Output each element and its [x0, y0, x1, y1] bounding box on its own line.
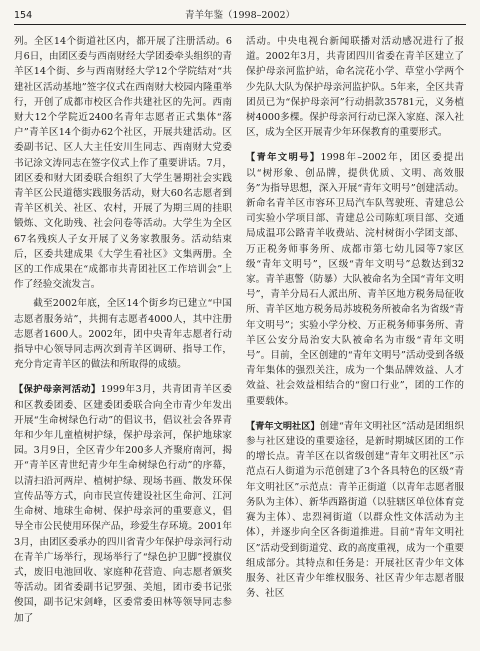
paragraph-text: 1998年–2002年，团区委提出以“树形象、创品牌，提供优质、文明、高效服务”为指导思想，深入开展“青年文明号”创建活动。新命名青羊区市容环卫局汽车队驾驶班、青建总公司实验小学项目部、青建总公司陈虹项目部、交通局成温邛公路青羊收费站、浣村树街小学团支部、万正税务师事务所、成都市第七幼儿园等7家区级“青年文明号”，区级“青年文明号”总数达到32家。青羊惠警（防暴）大队被命名为全国“青年文明号”，青羊分局石人派出所、青羊区地方税务局征收所、青羊区地方税务局苏坡税务所被命名为省级“青年文明号”；实验小学分校、万正税务师事务所、青羊区公安分局治安大队被命名为市级“青年文明号”。目前，全区创建的“青年文明号”活动受到各级青年集体的强烈关注，成为一个集品牌效益、人才效益、社会效益相结合的“窗口行业”，团的工作的重要载体。	[246, 152, 464, 407]
section-paragraph	[14, 382, 232, 625]
section-heading: 【青年文明社区】	[246, 420, 320, 432]
paragraph: 列。全区14个街道社区内，都开展了注册活动。6月6日，由团区委与西南财经大学团委牵头组织的青羊区14个街、乡与西南财经大学12个学院结对“共建社区活动基地”签字仪式在西南财大校园内隆重举行，开创了成都市校区合作共建社区的先河。西南财大12个学院近2400名青年志愿者正式集体“落户”青羊区14个街办62个社区，开展共建活动。区委副书记、区人大主任安川生同志、西南财大党委书记涂文涛同志在签字仪式上作了重要讲话。7月，团区委和财大团委联合组织了大学生暑期社会实践青羊区公民道德实践服务活动，财大60名志愿者到青羊区机关、社区、农村，开展了为期三周的挂职锻炼、文化助残、社会问卷等活动。大学生为全区67名残疾人子女开展了义务家教服务。活动结束后，区委共建成果《大学生看社区》文集两册。全区的工作成果在“成都市共青团社区工作培训会”上作了经验交流发言。	[14, 36, 232, 291]
running-title: 青羊年鉴（1998–2002）	[184, 10, 296, 21]
section-paragraph	[246, 150, 464, 408]
left-column	[14, 34, 232, 645]
section-heading: 【青年文明号】	[246, 152, 321, 164]
page-number: 154	[14, 10, 33, 21]
paragraph: 活动。中央电视台新闻联播对活动感况进行了报道。2002年3月，共青团四川省委在青羊区建立了保护母亲河监护站，命名浣花小学、草堂小学两个少先队大队为保护母亲河监护队。5年来，全区共青团员已为“保护母亲河”行动捐款35781元，义务植树4000多棵。保护母亲河行动已深入家庭、深入社区，成为全区开展青少年环保教育的重要形式。	[246, 36, 464, 139]
page-header	[14, 8, 466, 25]
paragraph-text: 1999年3月，共青团青羊区委和区教委团委、区建委团委联合向全市青少年发出开展“生命树绿色行动”的倡议书，倡议社会各界青年和少年儿童植树护绿，保护母亲河，保护地球家园。3月9日，全区青少年200多人齐聚府南河，揭开“青羊区青世纪青少年生命树绿色行动”的序幕，以清扫沿河两岸、植树护绿、现场书画、散发环保宣传品等方式，向市民宣传建设社区生命河、江河生命树、地球生命树、保护母亲河的重要意义，倡导全市公民使用环保产品，珍爱生存环境。2001年3月，由团区委承办的四川省青少年保护母亲河行动在青羊广场举行，现场举行了“绿色护卫脚”授旗仪式，废旧电池回收、家庭种花营造、向志愿者颁奖等活动。团省委副书记罗强、美旭，团市委书记张俊国，副书记宋剑峰，区委常委田林等领导同志参加了	[14, 384, 232, 624]
paragraph-text: 创建“青年文明社区”活动是团组织参与社区建设的重要途径，是新时期城区团的工作的增长点。青羊区在以省级创建“青年文明社区”示范点石人街道为示范创建了3个各具特色的区级“青年文明社区”示范点：青羊正街道（以青年志愿者服务队为主体）、新华西路街道（以驻辖区单位体育竞赛为主体）、忠烈祠街道（以群众性文体活动为主体），并逐步向全区各街道推进。目前“青年文明社区”活动受到街道党、政的高度重视，成为一个重要组成部分。其特点和任务是：开展社区青少年文体服务、社区青少年维权服务、社区青少年志愿者服务、社区	[246, 420, 464, 600]
section-heading: 【保护母亲河活动】	[14, 384, 101, 396]
right-column	[246, 34, 464, 645]
section-paragraph	[246, 419, 464, 601]
paragraph: 截至2002年底，全区14个街乡均已建立“中国志愿者服务站”，共拥有志愿者4000人，其中注册志愿者1600人。2002年，团中央青年志愿者行动指导中心领导同志两次到青羊区调研、指导工作，充分肯定青羊区的做法和所取得的成绩。	[14, 298, 232, 371]
